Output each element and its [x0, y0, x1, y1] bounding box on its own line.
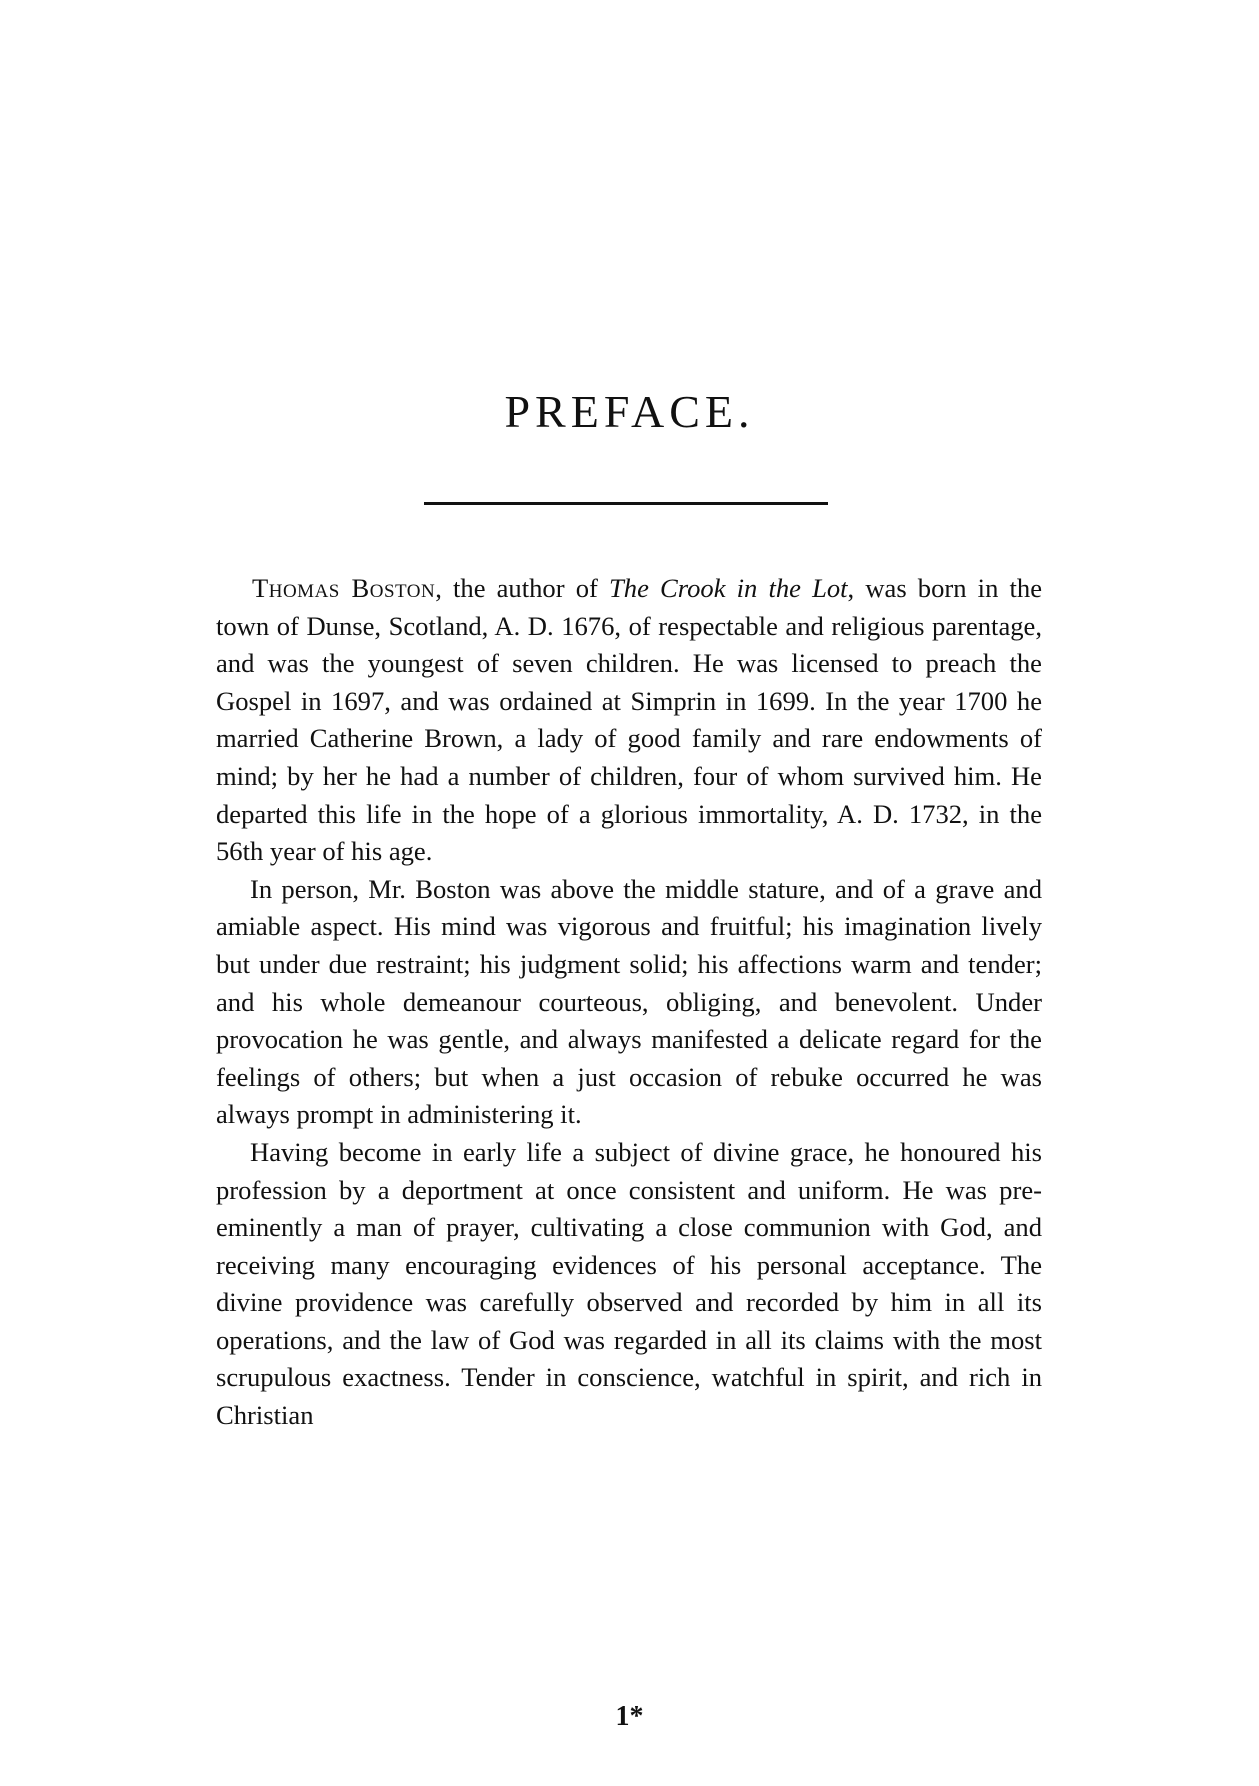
- paragraph-1: [216, 570, 1042, 871]
- paragraph-2: In person, Mr. Boston was above the middle stature, and of a grave and amiable aspect. His mind was vigorous and fruitful; his imagination lively but under due restraint; his judgment solid; his affections warm and tender; and his whole demeanour courteous, obliging, and benevolent. Under provocation he was gentle, and always manifested a delicate regard for the feelings of others; but when a just occasion of rebuke occurred he was always prompt in administering it.: [216, 873, 1042, 1130]
- paragraph-3: Having become in early life a subject of divine grace, he honoured his profession by a deportment at once consistent and uniform. He was pre-eminently a man of prayer, cultivating a close communion with God, and receiving many encouraging evidences of his personal acceptance. The divine providence was carefully observed and recorded by him in all its operations, and the law of God was regarded in all its claims with the most scrupulous exactness. Tender in conscience, watchful in spirit, and rich in Christian: [216, 1136, 1042, 1431]
- book-title: The Crook in the Lot: [608, 573, 848, 603]
- page-title: PREFACE.: [504, 386, 755, 437]
- preface-body: [216, 570, 1042, 1435]
- title-rule: [424, 502, 828, 505]
- paragraph-1-text-b: , was born in the town of Dunse, Scotland, A. D. 1676, of respectable and religious parentage, and was the youngest of seven children. He was licensed to preach the Gospel in 1697, and was ordained at Simprin in 1699. In the year 1700 he married Catherine Brown, a lady of good family and rare endowments of mind; by her he had a number of children, four of whom survived him. He departed this life in the hope of a glorious immortality, A. D. 1732, in the 56th year of his age.: [216, 573, 1042, 867]
- page-number: 1*: [615, 1701, 644, 1732]
- author-name: Thomas Boston: [252, 573, 436, 603]
- paragraph-1-text-a: , the author of: [435, 573, 609, 603]
